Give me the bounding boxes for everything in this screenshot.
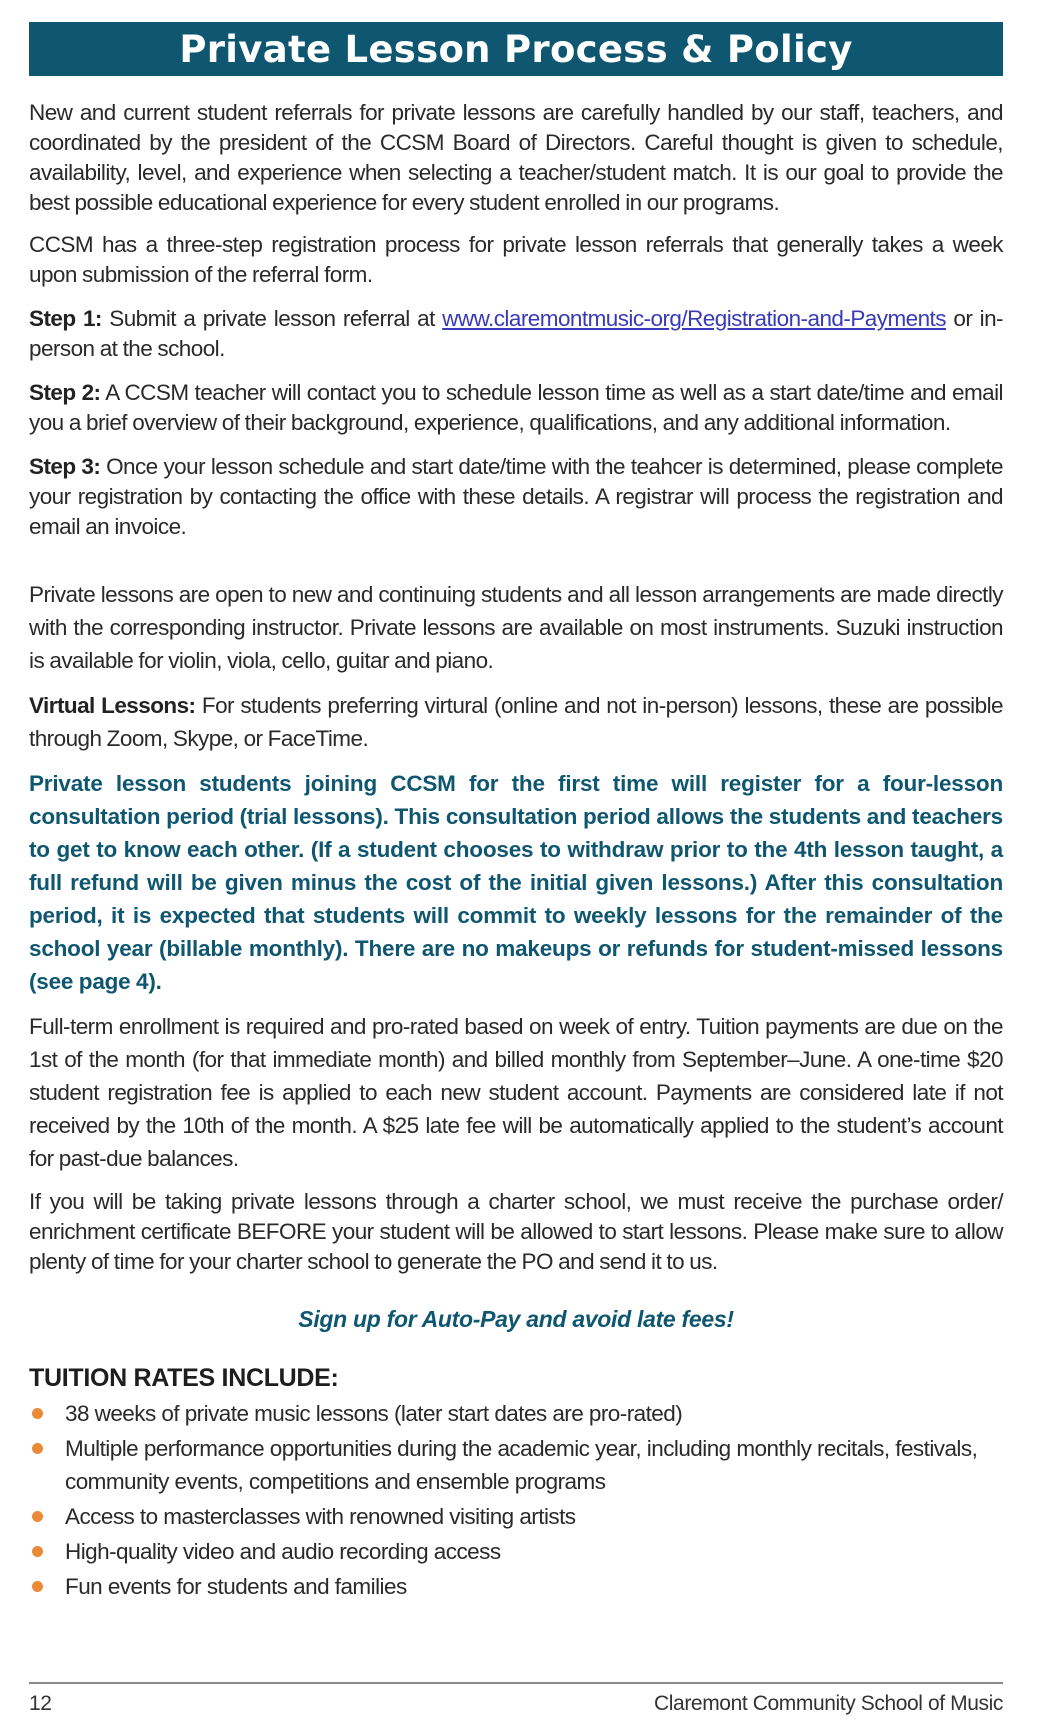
- tuition-heading: TUITION RATES INCLUDE:: [29, 1364, 339, 1392]
- tuition-item-text: High-quality video and audio recording access: [65, 1539, 501, 1564]
- bullet-icon: [32, 1511, 43, 1522]
- list-item: [29, 1500, 1003, 1533]
- page-number: 12: [29, 1692, 52, 1715]
- page-title: Private Lesson Process & Policy: [29, 22, 1003, 76]
- list-item: [29, 1570, 1003, 1603]
- step-1: [29, 304, 1003, 364]
- intro-paragraph: New and current student referrals for private lessons are carefully handled by our staff, teachers, and coordinated by the president of the CCSM Board of Directors. Careful thought is given to schedule, availability, level, and experience when selecting a teacher/student match. It is our goal to provide the best possible educational experience for every student enrolled in our programs.: [29, 100, 1003, 215]
- list-item: [29, 1397, 1003, 1430]
- bullet-icon: [32, 1581, 43, 1592]
- step-2: [29, 378, 1003, 438]
- bullet-icon: [32, 1546, 43, 1557]
- step-3: [29, 452, 1003, 542]
- autopay-callout: Sign up for Auto-Pay and avoid late fees!: [298, 1306, 734, 1332]
- bullet-icon: [32, 1408, 43, 1419]
- tuition-item-text: Access to masterclasses with renowned visiting artists: [65, 1504, 576, 1529]
- process-paragraph: CCSM has a three-step registration process for private lesson referrals that generally takes a week upon submission of the referral form.: [29, 232, 1003, 287]
- registration-link[interactable]: www.claremontmusic-org/Registration-and-Payments: [442, 306, 946, 331]
- virtual-lessons-paragraph: [29, 689, 1003, 755]
- step-2-label: Step 2:: [29, 380, 101, 405]
- step-1-label: Step 1:: [29, 306, 102, 331]
- virtual-lessons-text: For students preferring virtural (online and not in-person) lessons, these are possible through Zoom, Skype, or FaceTime.: [29, 693, 1003, 751]
- list-item: [29, 1535, 1003, 1568]
- step-3-text: Once your lesson schedule and start date/time with the teahcer is determined, please complete your registration by contacting the office with these details. A registrar will process the registration and email an invoice.: [29, 454, 1003, 539]
- consultation-notice: Private lesson students joining CCSM for the first time will register for a four-lesson consultation period (trial lessons). This consultation period allows the students and teachers to get to know each other. (If a student chooses to withdraw prior to the 4th lesson taught, a full refund will be given minus the cost of the initial given lessons.) After this consultation period, it is expected that students will commit to weekly lessons for the remainder of the school year (billable monthly). There are no makeups or refunds for student-missed lessons (see page 4).: [29, 771, 1003, 994]
- virtual-lessons-label: Virtual Lessons:: [29, 693, 196, 718]
- step-1-text-after: or in-person at the school.: [29, 306, 1003, 361]
- tuition-list: [29, 1397, 1003, 1603]
- step-2-text: A CCSM teacher will contact you to schedule lesson time as well as a start date/time and email you a brief overview of their background, experience, qualifications, and any additional information.: [29, 380, 1003, 435]
- charter-school-paragraph: If you will be taking private lessons through a charter school, we must receive the purchase order/ enrichment certificate BEFORE your student will be allowed to start lessons. Please make sure to allow plenty of time for your charter school to generate the PO and send it to us.: [29, 1189, 1003, 1274]
- open-lessons-paragraph: Private lessons are open to new and continuing students and all lesson arrangements are made directly with the corresponding instructor. Private lessons are available on most instruments. Suzuki instruction is available for violin, viola, cello, guitar and piano.: [29, 582, 1003, 673]
- step-3-label: Step 3:: [29, 454, 101, 479]
- tuition-item-text: Fun events for students and families: [65, 1574, 407, 1599]
- tuition-item-text: 38 weeks of private music lessons (later start dates are pro-rated): [65, 1401, 683, 1426]
- enrollment-paragraph: Full-term enrollment is required and pro-rated based on week of entry. Tuition payments are due on the 1st of the month (for that immediate month) and billed monthly from September–June. A one-time $20 student registration fee is applied to each new student account. Payments are considered late if not received by the 10th of the month. A $25 late fee will be automatically applied to the student’s account for past-due balances.: [29, 1014, 1003, 1171]
- footer-organization: Claremont Community School of Music: [654, 1692, 1003, 1715]
- step-1-text-before: Submit a private lesson referral at: [101, 306, 443, 331]
- tuition-item-text: Multiple performance opportunities during the academic year, including monthly recitals, festivals, community events, competitions and ensemble programs: [65, 1436, 978, 1494]
- list-item: [29, 1432, 1003, 1498]
- page-footer: [29, 1682, 1003, 1718]
- bullet-icon: [32, 1443, 43, 1454]
- document-page: [29, 22, 1003, 1603]
